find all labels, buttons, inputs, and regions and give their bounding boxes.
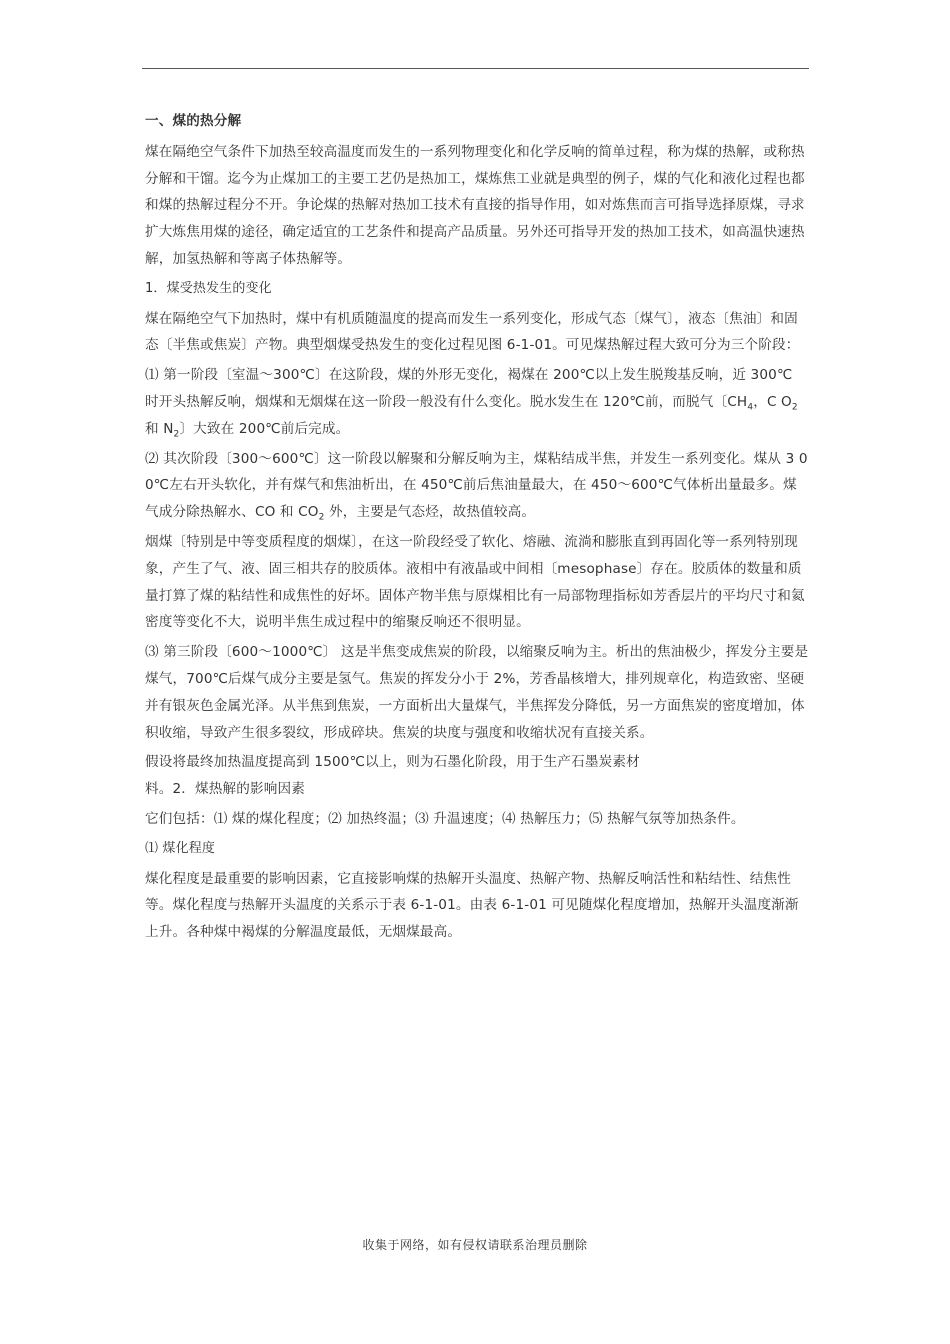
stage-one-text-c: 和 N	[145, 420, 174, 437]
document-body	[145, 108, 810, 949]
factor-one-title: ⑴ 煤化程度	[145, 840, 216, 856]
subscript-n2: 2	[173, 429, 180, 440]
footer-disclaimer: 收集于网络，如有侵权请联系治理员删除	[362, 1238, 588, 1252]
graphitization-line-1: 假设将最终加热温度提高到 1500℃以上，则为石墨化阶段，用于生产石墨炭素材	[145, 754, 640, 771]
stage-one-text-a: ⑴ 第一阶段〔室温～300℃〕在这阶段，煤的外形无变化，褐煤在 200℃以上发生脱羧基反响，近 300℃ 时开头热解反响，烟煤和无烟煤在这一阶段一般没有什么变化。脱水发生在 120℃前，而脱气〔CH	[145, 367, 793, 410]
bituminous-paragraph: 烟煤〔特别是中等变质程度的烟煤〕，在这一阶段经受了软化、熔融、流淌和膨胀直到再固化等一系列特别现象，产生了气、液、固三相共存的胶质体。液相中有液晶或中间相〔mesophase〕存在。胶质体的数量和质量打算了煤的粘结性和成焦性的好坏。固体产物半焦与原煤相比有一局部物理指标如芳香层片的平均尺寸和氦密度等变化不大，说明半焦生成过程中的缩聚反响还不很明显。	[145, 533, 805, 631]
stage-two-text-a: ⑵ 其次阶段〔300～600℃〕这一阶段以解聚和分解反响为主，煤粘结成半焦，并发生一系列变化。煤从 3 00℃左右开头软化，并有煤气和焦油析出，在 450℃前后焦油量最大，在 450～600℃气体析出量最多。煤气成分除热解水、CO 和 CO	[145, 450, 808, 521]
subscript-co2: 2	[791, 402, 798, 413]
header-rule	[142, 68, 809, 69]
subscript-co2-stage-two: 2	[318, 512, 325, 523]
stage-one-text-b: ，C O	[753, 393, 792, 410]
stage-two-text-b: 外，主要是气态烃，故热值较高。	[324, 504, 536, 521]
stage-one-text-d: 〕大致在 200℃前后完成。	[179, 420, 350, 437]
intro-paragraph: 煤在隔绝空气条件下加热至较高温度而发生的一系列物理变化和化学反响的简单过程，称为煤的热解，或称热分解和干馏。迄今为止煤加工的主要工艺仍是热加工，煤炼焦工业就是典型的例子，煤的气化和液化过程也都和煤的热解过程分不开。争论煤的热解对热加工技术有直接的指导作用，如对炼焦而言可指导选择原煤，寻求扩大炼焦用煤的途径，确定适宜的工艺条件和提高产品质量。另外还可指导开发的热加工技术，如高温快速热解，加氢热解和等离子体热解等。	[145, 143, 805, 267]
graphitization-line-2: 料。2．煤热解的影响因素	[145, 781, 305, 798]
factor-one-paragraph: 煤化程度是最重要的影响因素，它直接影响煤的热解开头温度、热解产物、热解反响活性和粘结性、结焦性等。煤化程度与热解开头温度的关系示于表 6-1-01。由表 6-1-01 可见随煤化程度增加，热解开头温度渐渐上升。各种煤中褐煤的分解温度最低，无烟煤最高。	[145, 870, 799, 941]
stage-one-paragraph	[145, 362, 810, 442]
stage-three-paragraph: ⑶ 第三阶段〔600～1000℃〕 这是半焦变成焦炭的阶段，以缩聚反响为主。析出的焦油极少，挥发分主要是煤气，700℃后煤气成分主要是氢气。焦炭的挥发分小于 2%，芳香晶核增大，排列规章化，构造致密、坚硬并有银灰色金属光泽。从半焦到焦炭，一方面析出大量煤气，半焦挥发分降低，另一方面焦炭的密度增加，体积收缩，导致产生很多裂纹，形成碎块。焦炭的块度与强度和收缩状况有直接关系。	[145, 644, 809, 741]
subsection-heating-changes: 1．煤受热发生的变化	[145, 280, 272, 296]
factors-paragraph: 它们包括：⑴ 煤的煤化程度；⑵ 加热终温；⑶ 升温速度；⑷ 热解压力；⑸ 热解气氛等加热条件。	[145, 810, 745, 827]
subscript-ch4: 4	[747, 402, 754, 413]
heating-overview-paragraph: 煤在隔绝空气下加热时，煤中有机质随温度的提高而发生一系列变化，形成气态〔煤气〕，液态〔焦油〕和固态〔半焦或焦炭〕产物。典型烟煤受热发生的变化过程见图 6-1-01。可见煤热解过程大致可分为三个阶段：	[145, 310, 800, 354]
stage-two-paragraph	[145, 446, 810, 526]
section-title: 一、煤的热分解	[145, 113, 242, 129]
